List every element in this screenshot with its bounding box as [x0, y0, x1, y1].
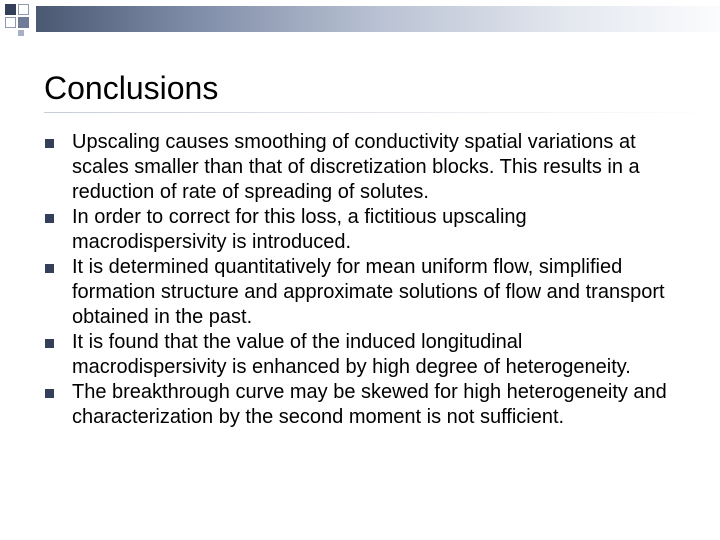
- bullet-item: [45, 205, 675, 255]
- bullet-item: [45, 380, 675, 430]
- slide-title: Conclusions: [44, 70, 219, 106]
- bullet-text: Upscaling causes smoothing of conductivity spatial variations at scales smaller than that of discretization blocks. This results in a reduction of rate of spreading of solutes.: [72, 131, 640, 203]
- decorative-squares-logo: [0, 0, 40, 40]
- title-divider: [44, 112, 720, 113]
- header-gradient-band: [36, 6, 720, 32]
- square-bullet-icon: [45, 339, 54, 348]
- square-bullet-icon: [45, 139, 54, 148]
- decor-square: [18, 17, 29, 28]
- decor-square: [18, 30, 24, 36]
- bullet-text: It is found that the value of the induced longitudinal macrodispersivity is enhanced by high degree of heterogeneity.: [72, 331, 631, 378]
- bullet-item: [45, 255, 675, 330]
- square-bullet-icon: [45, 389, 54, 398]
- bullet-item: [45, 130, 675, 205]
- bullet-text: The breakthrough curve may be skewed for high heterogeneity and characterization by the second moment is not sufficient.: [72, 381, 667, 428]
- square-bullet-icon: [45, 214, 54, 223]
- bullet-list: [45, 130, 675, 430]
- decor-square: [5, 17, 16, 28]
- bullet-text: It is determined quantitatively for mean uniform flow, simplified formation structure and approximate solutions of flow and transport obtained in the past.: [72, 256, 665, 328]
- decor-square: [18, 4, 29, 15]
- decor-square: [5, 4, 16, 15]
- bullet-item: [45, 330, 675, 380]
- square-bullet-icon: [45, 264, 54, 273]
- bullet-text: In order to correct for this loss, a fictitious upscaling macrodispersivity is introduced.: [72, 206, 527, 253]
